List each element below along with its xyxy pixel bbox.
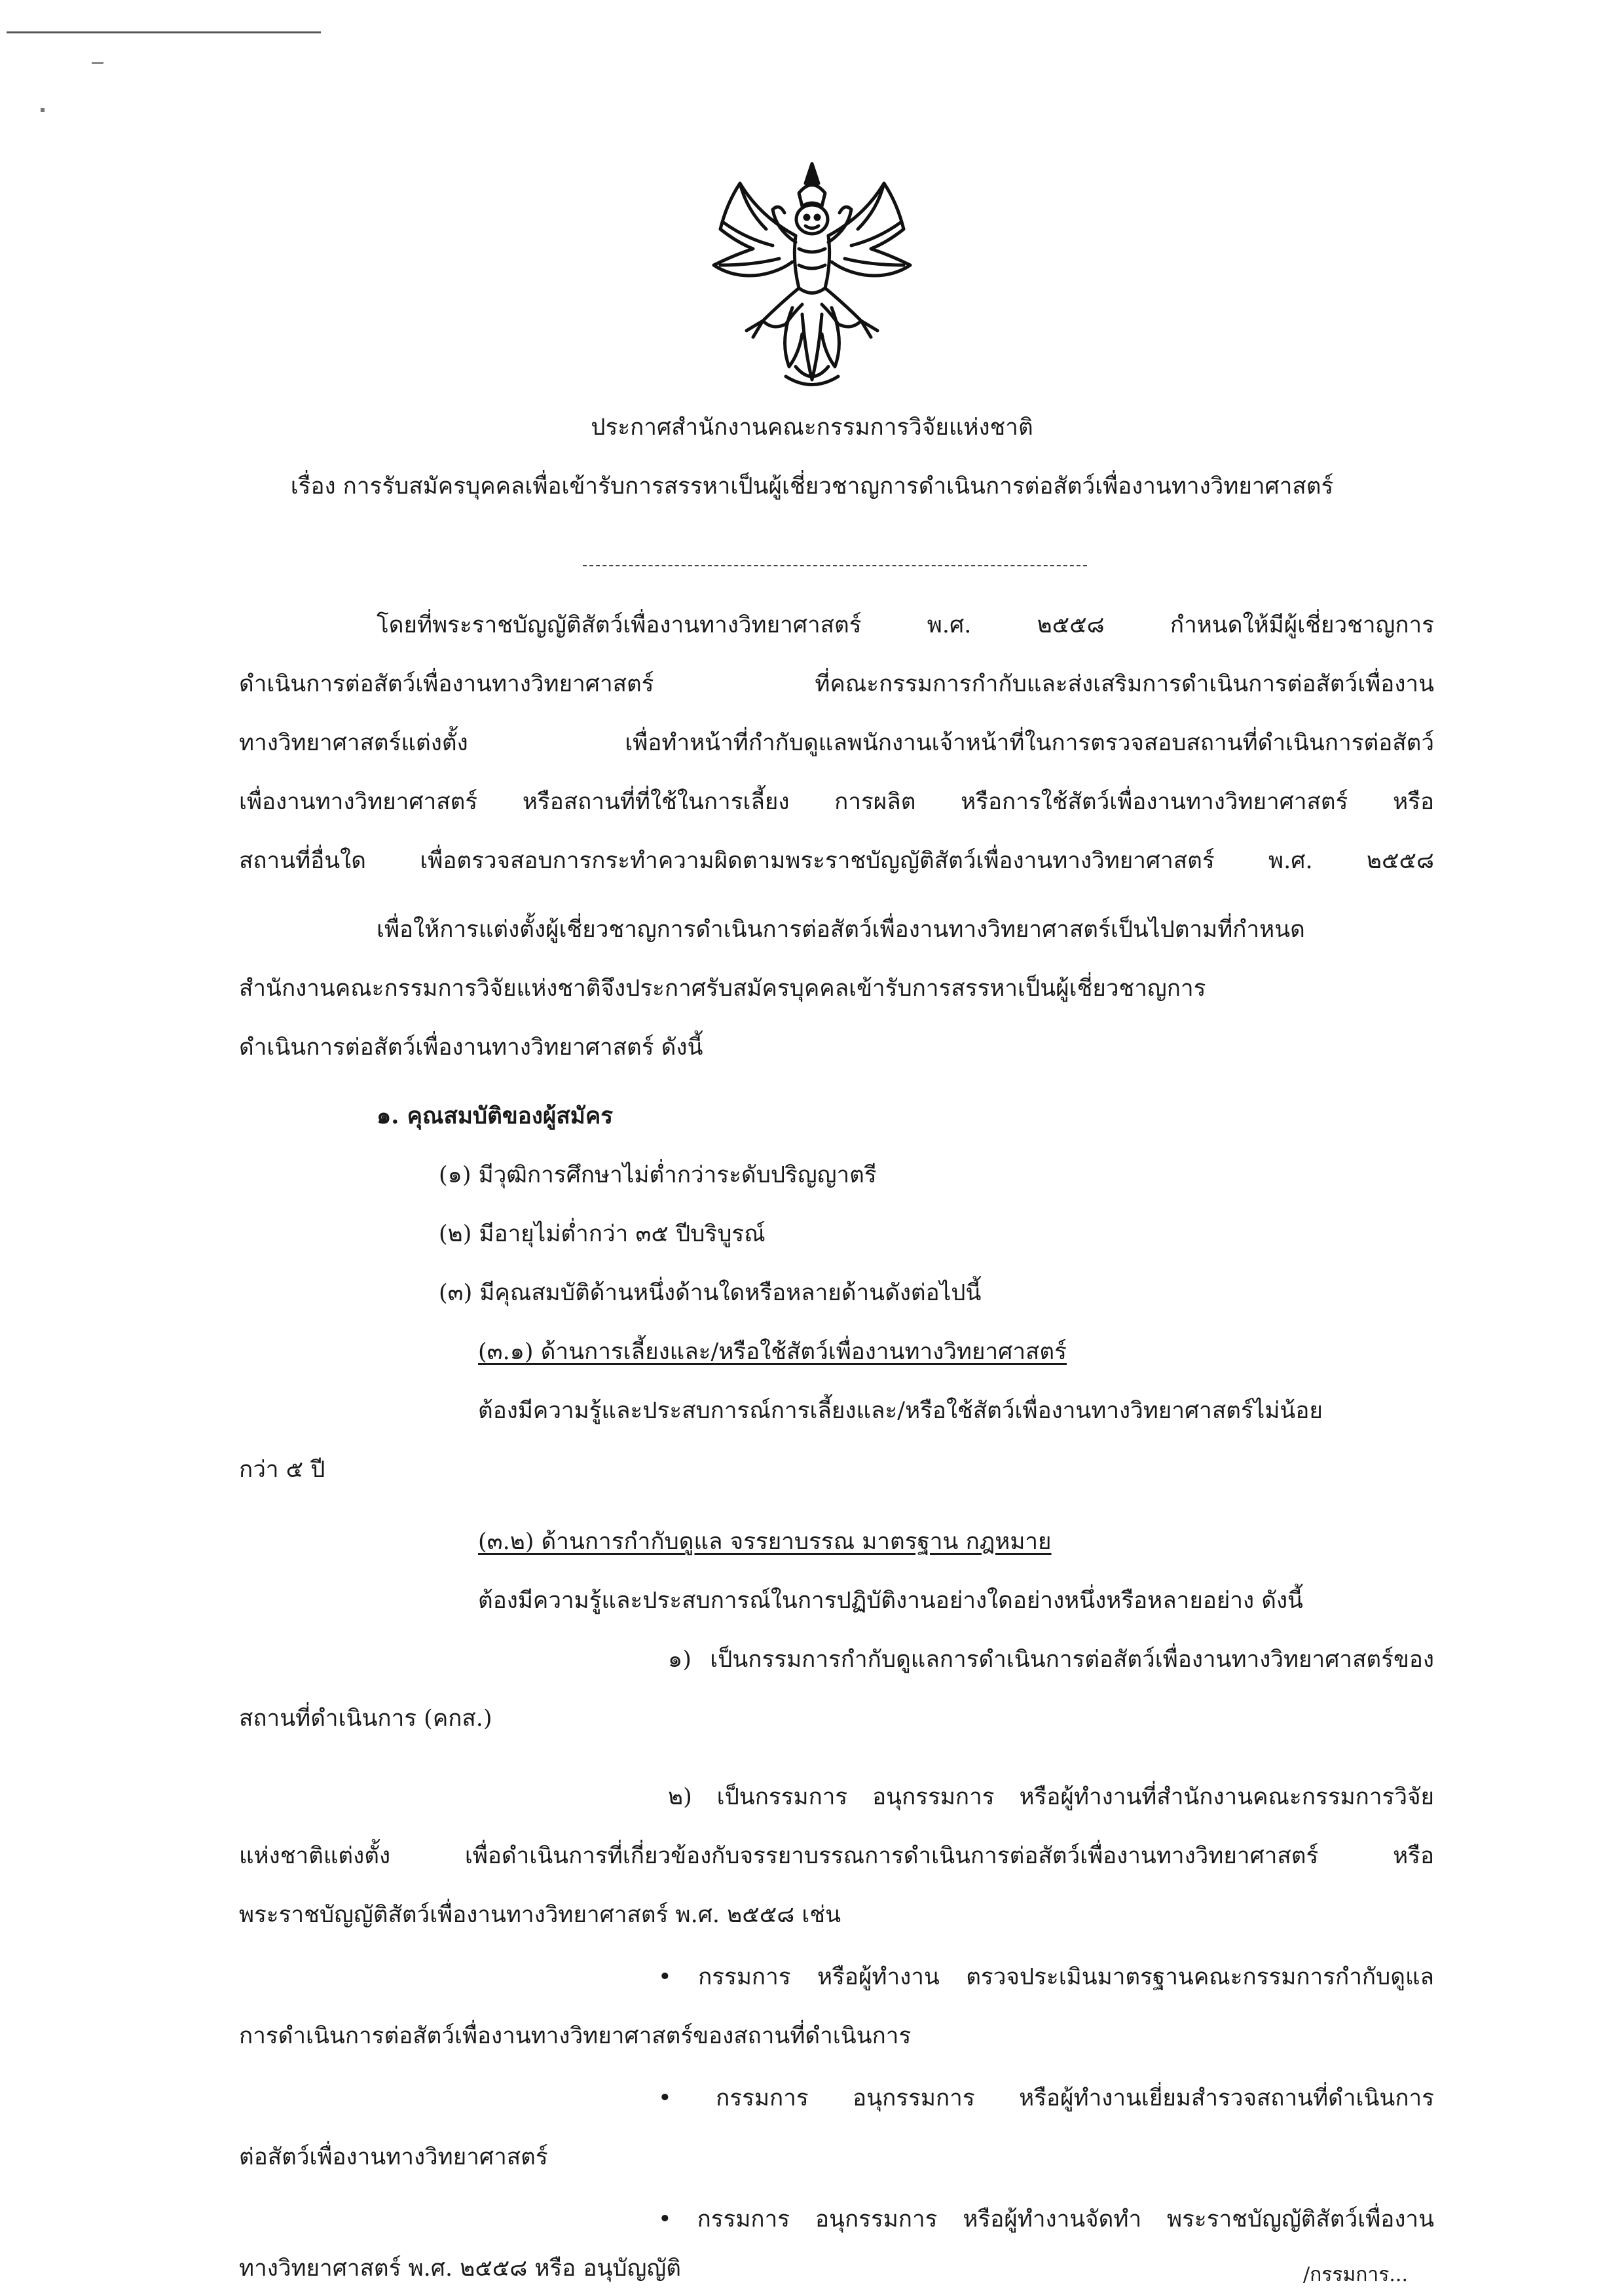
- scan-speck: [92, 62, 103, 64]
- numbered-item: ๒) เป็นกรรมการ อนุกรรมการ หรือผู้ทำงานที่สำนักงานคณะกรรมการวิจัย: [668, 1784, 1434, 1810]
- intro-p2-line: ดำเนินการต่อสัตว์เพื่องานทางวิทยาศาสตร์ ดังนี้: [239, 1034, 703, 1061]
- bullet-item: ทางวิทยาศาสตร์ พ.ศ. ๒๕๕๘ หรือ อนุบัญญัติ: [239, 2255, 681, 2282]
- numbered-item: สถานที่ดำเนินการ (คกส.): [239, 1705, 492, 1732]
- subsection-text: ต้องมีความรู้และประสบการณ์ในการปฏิบัติงานอย่างใดอย่างหนึ่งหรือหลายอย่าง ดังนี้: [478, 1588, 1303, 1614]
- header-divider: [583, 565, 1087, 566]
- garuda-emblem: [701, 157, 923, 393]
- numbered-item: ๑) เป็นกรรมการกำกับดูแลการดำเนินการต่อสัตว์เพื่องานทางวิทยาศาสตร์ของ: [668, 1647, 1434, 1673]
- scan-speck: [41, 108, 45, 112]
- subsection-text: กว่า ๕ ปี: [239, 1457, 325, 1483]
- intro-p1-line: โดยที่พระราชบัญญัติสัตว์เพื่องานทางวิทยาศาสตร์ พ.ศ. ๒๕๕๘ กำหนดให้มีผู้เชี่ยวชาญการ: [377, 612, 1434, 638]
- intro-p1-line: ทางวิทยาศาสตร์แต่งตั้ง เพื่อทำหน้าที่กำกับดูแลพนักงานเจ้าหน้าที่ในการตรวจสอบสถานที่ดำเนินการต่อสัตว์: [239, 730, 1434, 756]
- page-subject: เรื่อง การรับสมัครบุคคลเพื่อเข้ารับการสรรหาเป็นผู้เชี่ยวชาญการดำเนินการต่อสัตว์เพื่องานทางวิทยาศาสตร์: [290, 473, 1334, 500]
- bullet-item: ต่อสัตว์เพื่องานทางวิทยาศาสตร์: [239, 2144, 548, 2170]
- intro-p1-line: สถานที่อื่นใด เพื่อตรวจสอบการกระทำความผิดตามพระราชบัญญัติสัตว์เพื่องานทางวิทยาศาสตร์ พ.ศ. ๒๕๕๘: [239, 848, 1434, 874]
- bullet-item: • กรรมการ หรือผู้ทำงาน ตรวจประเมินมาตรฐานคณะกรรมการกำกับดูแล: [658, 1964, 1434, 1990]
- numbered-item: พระราชบัญญัติสัตว์เพื่องานทางวิทยาศาสตร์ พ.ศ. ๒๕๕๘ เช่น: [239, 1902, 841, 1928]
- intro-p1-line: ดำเนินการต่อสัตว์เพื่องานทางวิทยาศาสตร์ ที่คณะกรรมการกำกับและส่งเสริมการดำเนินการต่อสัตว์เพื่องาน: [239, 671, 1434, 697]
- page-title: ประกาศสำนักงานคณะกรรมการวิจัยแห่งชาติ: [591, 414, 1033, 441]
- intro-p2-line: สำนักงานคณะกรรมการวิจัยแห่งชาติจึงประกาศรับสมัครบุคคลเข้ารับการสรรหาเป็นผู้เชี่ยวชาญการ: [239, 975, 1206, 1002]
- subsection-heading: (๓.๒) ด้านการกำกับดูแล จรรยาบรรณ มาตรฐาน กฎหมาย: [478, 1529, 1052, 1555]
- qualification-item: (๒) มีอายุไม่ต่ำกว่า ๓๕ ปีบริบูรณ์: [439, 1221, 766, 1247]
- subsection-heading: (๓.๑) ด้านการเลี้ยงและ/หรือใช้สัตว์เพื่องานทางวิทยาศาสตร์: [478, 1339, 1067, 1365]
- intro-p1-line: เพื่องานทางวิทยาศาสตร์ หรือสถานที่ที่ใช้ในการเลี้ยง การผลิต หรือการใช้สัตว์เพื่องานทางวิทยาศาสตร์ หรือ: [239, 789, 1434, 815]
- section1-heading: ๑. คุณสมบัติของผู้สมัคร: [377, 1102, 614, 1129]
- intro-p2-line: เพื่อให้การแต่งตั้งผู้เชี่ยวชาญการดำเนินการต่อสัตว์เพื่องานทางวิทยาศาสตร์เป็นไปตามที่กำหนด: [377, 917, 1305, 943]
- qualification-item: (๓) มีคุณสมบัติด้านหนึ่งด้านใดหรือหลายด้านดังต่อไปนี้: [439, 1280, 982, 1306]
- bullet-item: • กรรมการ อนุกรรมการ หรือผู้ทำงานเยี่ยมสำรวจสถานที่ดำเนินการ: [658, 2085, 1434, 2111]
- bullet-item: • กรรมการ อนุกรรมการ หรือผู้ทำงานจัดทำ พระราชบัญญัติสัตว์เพื่องาน: [658, 2206, 1434, 2232]
- subsection-text: ต้องมีความรู้และประสบการณ์การเลี้ยงและ/หรือใช้สัตว์เพื่องานทางวิทยาศาสตร์ไม่น้อย: [478, 1398, 1323, 1424]
- bullet-item: การดำเนินการต่อสัตว์เพื่องานทางวิทยาศาสตร์ของสถานที่ดำเนินการ: [239, 2023, 912, 2049]
- numbered-item: แห่งชาติแต่งตั้ง เพื่อดำเนินการที่เกี่ยวข้องกับจรรยาบรรณการดำเนินการต่อสัตว์เพื่องานทางวิทยาศาสตร์ หรือ: [239, 1843, 1434, 1869]
- scan-mark-top: [7, 31, 321, 33]
- qualification-item: (๑) มีวุฒิการศึกษาไม่ต่ำกว่าระดับปริญญาตรี: [439, 1162, 877, 1188]
- page-continuation: /กรรมการ...: [1302, 2263, 1408, 2286]
